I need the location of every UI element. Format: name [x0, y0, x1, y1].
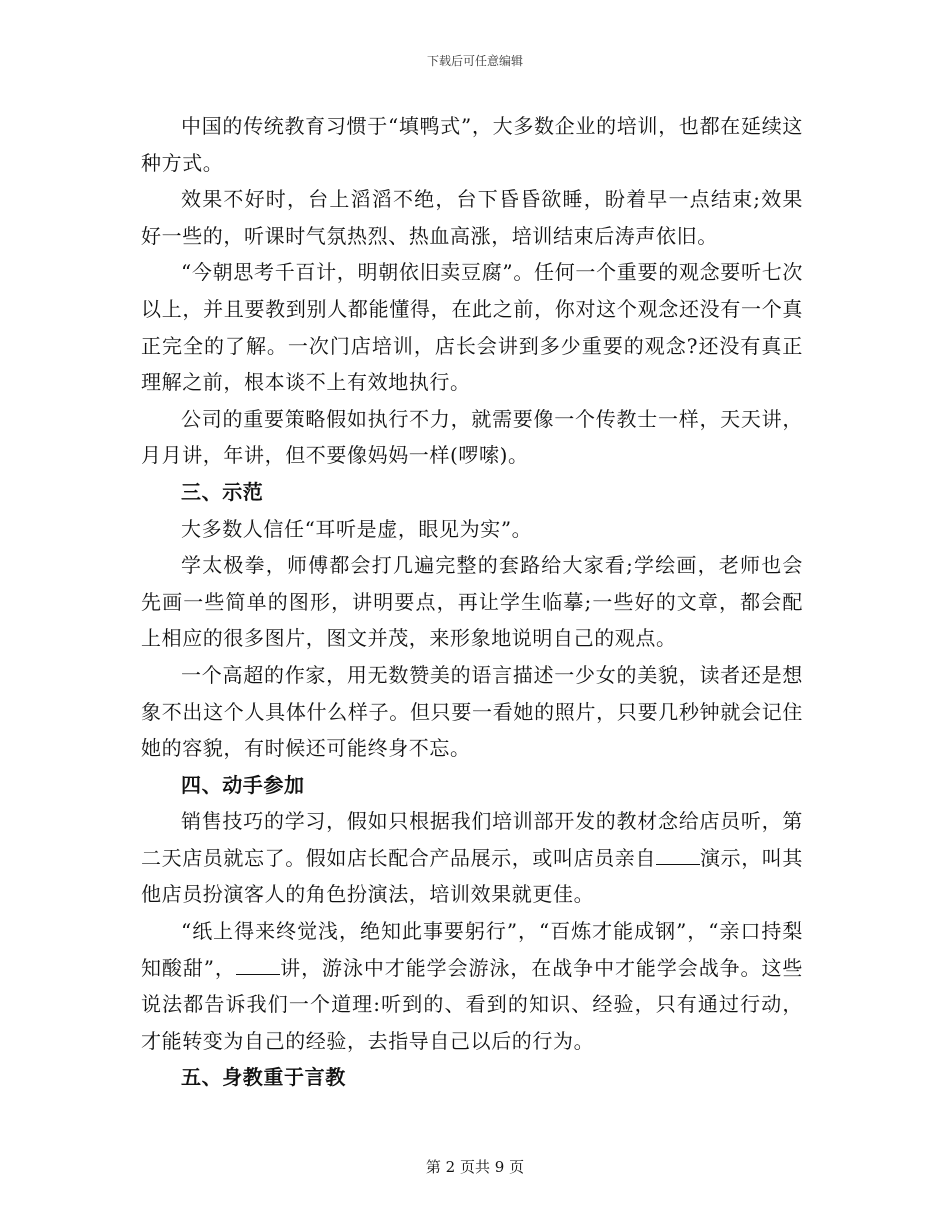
paragraph-9	[141, 913, 803, 1059]
section-heading-5: 五、身教重于言教	[181, 1065, 346, 1090]
paragraph-2: 效果不好时，台上滔滔不绝，台下昏昏欲睡，盼着早一点结束;效果好一些的，听课时气氛热烈、热血高涨，培训结束后涛声依旧。	[141, 187, 803, 248]
paragraph-4: 公司的重要策略假如执行不力，就需要像一个传教士一样，天天讲，月月讲，年讲，但不要像妈妈一样(啰嗦)。	[141, 406, 803, 468]
paragraph-5: 大多数人信任“耳听是虚，眼见为实”。	[181, 516, 533, 541]
paragraph-8	[141, 803, 803, 913]
page-footer: 第 2 页共 9 页	[425, 1158, 525, 1176]
fill-in-blank	[236, 956, 280, 975]
section-heading-3: 三、示范	[181, 479, 264, 504]
paragraph-9-part-1: “纸上得来终觉浅，绝知此事要躬行”，“百炼才能成钢”，“亲口持梨知酸甜”，	[141, 919, 803, 980]
paragraph-8-part-2: 演示，叫其他店员扮演客人的角色扮演法，培训效果就更佳。	[141, 845, 803, 907]
paragraph-3: “今朝思考千百计，明朝依旧卖豆腐”。任何一个重要的观念要听七次以上，并且要教到别人都能懂得，在此之前，你对这个观念还没有一个真正完全的了解。一次门店培训，店长会讲到多少重要的观念?还没有真正理解之前，根本谈不上有效地执行。	[141, 260, 803, 395]
fill-in-blank	[656, 846, 700, 865]
document-body	[141, 108, 803, 1096]
paragraph-1: 中国的传统教育习惯于“填鸭式”，大多数企业的培训，也都在延续这种方式。	[141, 114, 803, 175]
paragraph-8-part-1: 销售技巧的学习，假如只根据我们培训部开发的教材念给店员听，第二天店员就忘了。假如店长配合产品展示，或叫店员亲自	[141, 809, 803, 870]
paragraph-7: 一个高超的作家，用无数赞美的语言描述一少女的美貌，读者还是想象不出这个人具体什么样子。但只要一看她的照片，只要几秒钟就会记住她的容貌，有时候还可能终身不忘。	[141, 662, 803, 761]
paragraph-9-part-2: 讲，游泳中才能学会游泳，在战争中才能学会战争。这些说法都告诉我们一个道理:听到的、看到的知识、经验，只有通过行动，才能转变为自己的经验，去指导自己以后的行为。	[141, 955, 803, 1053]
page-header: 下载后可任意编辑	[426, 54, 523, 68]
paragraph-6: 学太极拳，师傅都会打几遍完整的套路给大家看;学绘画，老师也会先画一些简单的图形，讲明要点，再让学生临摹;一些好的文章，都会配上相应的很多图片，图文并茂，来形象地说明自己的观点。	[141, 553, 803, 651]
section-heading-4: 四、动手参加	[181, 772, 305, 797]
